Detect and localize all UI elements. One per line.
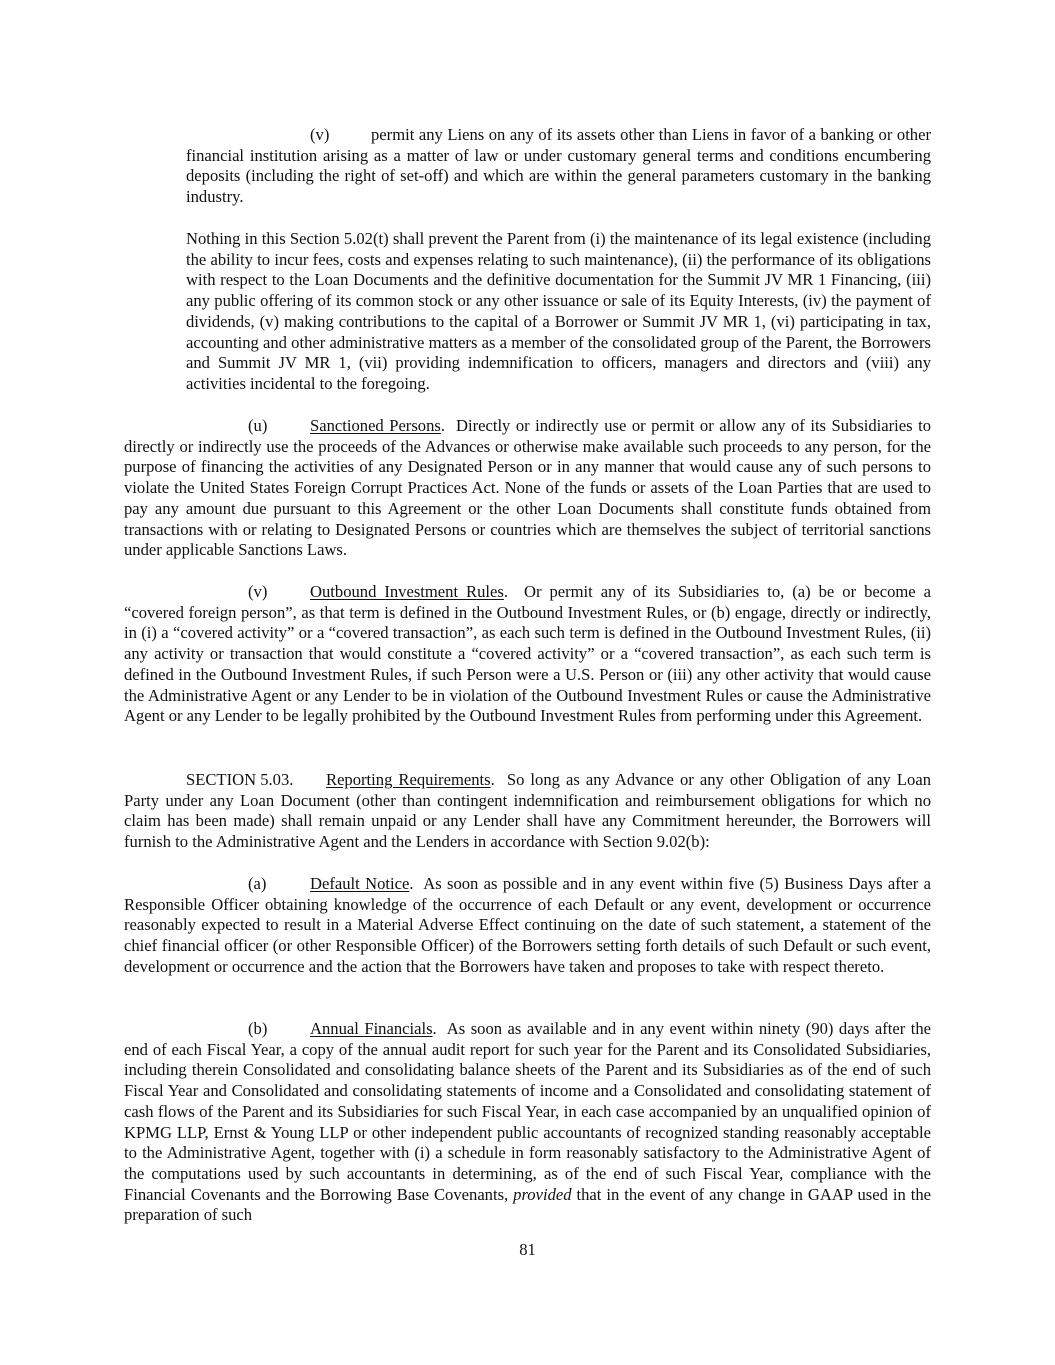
clause-heading: Annual Financials (310, 1019, 433, 1038)
clause-number: (v) (310, 125, 330, 144)
nothing-paragraph: Nothing in this Section 5.02(t) shall prevent the Parent from (i) the maintenance of its legal existence (including the ability to incur fees, costs and expenses relating to such maintenance), (ii) the performance of its obligations with respect to the Loan Documents and the definitive documentation for the Summit JV MR 1 Financing, (iii) any public offering of its common stock or any other issuance or sale of its Equity Interests, (iv) the payment of dividends, (v) making contributions to the capital of a Borrower or Summit JV MR 1, (vi) participating in tax, accounting and other administrative matters as a member of the consolidated group of the Parent, the Borrowers and Summit JV MR 1, (vii) providing indemnification to officers, managers and directors and (viii) any activities incidental to the foregoing. (186, 229, 931, 393)
clause-a-default-notice: (a) Default Notice. As soon as possible and in any event within five (5) Business Days after a Responsible Officer obtaining knowledge of the occurrence of each Default or any event, development or occurrence reasonably expected to result in a Material Adverse Effect continuing on the date of such statement, a statement of the chief financial officer (or other Responsible Officer) of the Borrowers setting forth details of such Default or such event, development or occurrence and the action that the Borrowers have taken and proposes to take with respect thereto. (124, 874, 931, 976)
clause-text: Or permit any of its Subsidiaries to, (a) be or become a “covered foreign person”, as that term is defined in the Outbound Investment Rules, or (b) engage, directly or indirectly, in (i) a “covered activity” or a “covered transaction”, as each such term is defined in the Outbound Investment Rules, (ii) any activity or transaction that would constitute a “covered activity” or a “covered transaction”, as each such term is defined in the Outbound Investment Rules, if such Person were a U.S. Person or (iii) any other activity that would cause the Administrative Agent or any Lender to be in violation of the Outbound Investment Rules or cause the Administrative Agent or any Lender to be legally prohibited by the Outbound Investment Rules from performing under this Agreement. (124, 582, 932, 726)
clause-text: As soon as available and in any event within ninety (90) days after the end of each Fiscal Year, a copy of the annual audit report for such year for the Parent and its Consolidated Subsidiaries, including therein Consolidated and consolidating balance sheets of the Parent and its Subsidiaries as of the end of such Fiscal Year and Consolidated and consolidating statements of income and a Consolidated and consolidating statement of cash flows of the Parent and its Subsidiaries for such Fiscal Year, in each case accompanied by an unqualified opinion of KPMG LLP, Ernst & Young LLP or other independent public accountants of recognized standing reasonably acceptable to the Administrative Agent, together with (i) a schedule in form reasonably satisfactory to the Administrative Agent of the computations used by such accountants in determining, as of the end of such Fiscal Year, compliance with the Financial Covenants and the Borrowing Base Covenants, (124, 1019, 931, 1204)
clause-number: (a) (248, 874, 267, 893)
section-text: So long as any Advance or any other Obligation of any Loan Party under any Loan Document (other than contingent indemnification and reimbursement obligations for which no claim has been made) shall remain unpaid or any Lender shall have any Commitment hereunder, the Borrowers will furnish to the Administrative Agent and the Lenders in accordance with Section 9.02(b): (124, 770, 931, 852)
clause-number: (b) (248, 1019, 268, 1038)
clause-text: As soon as possible and in any event within five (5) Business Days after a Responsible Officer obtaining knowledge of the occurrence of each Default or any event, development or occurrence reasonably expected to result in a Material Adverse Effect continuing on the date of such statement, a statement of the chief financial officer (or other Responsible Officer) of the Borrowers setting forth details of such Default or such event, development or occurrence and the action that the Borrowers have taken and proposes to take with respect thereto. (124, 874, 931, 976)
page-number: 81 (519, 1240, 536, 1259)
section-number: SECTION 5.03. (186, 770, 294, 789)
clause-v-liens (186, 125, 931, 208)
clause-heading: Outbound Investment Rules (310, 582, 504, 601)
clause-number: (u) (248, 416, 268, 435)
section-heading: Reporting Requirements (326, 770, 491, 789)
clause-u-sanctioned-persons: (u) Sanctioned Persons. Directly or indirectly use or permit or allow any of its Subsidiaries to directly or indirectly use the proceeds of the Advances or otherwise make available such proceeds to any person, for the purpose of financing the activities of any Designated Person or in any manner that would cause any of such persons to violate the United States Foreign Corrupt Practices Act. None of the funds or assets of the Loan Parties that are used to pay any amount due pursuant to this Agreement or the other Loan Documents shall constitute funds obtained from transactions with or relating to Designated Persons or countries which are themselves the subject of territorial sanctions under applicable Sanctions Laws. (124, 416, 932, 560)
clause-text-after: that in the event of any change in GAAP used in the preparation of such (124, 1184, 931, 1225)
clause-italic-word: provided (513, 1184, 572, 1204)
clause-text: permit any Liens on any of its assets other than Liens in favor of a banking or other financial institution arising as a matter of law or under customary general terms and conditions encumbering deposits (including the right of set-off) and which are within the general parameters customary in the banking industry. (186, 125, 931, 207)
clause-v-outbound-investment: (v) Outbound Investment Rules. Or permit any of its Subsidiaries to, (a) be or become a “covered foreign person”, as that term is defined in the Outbound Investment Rules, or (b) engage, directly or indirectly, in (i) a “covered activity” or a “covered transaction”, as each such term is defined in the Outbound Investment Rules, (ii) any activity or transaction that would constitute a “covered activity” or a “covered transaction”, as each such term is defined in the Outbound Investment Rules, if such Person were a U.S. Person or (iii) any other activity that would cause the Administrative Agent or any Lender to be in violation of the Outbound Investment Rules or cause the Administrative Agent or any Lender to be legally prohibited by the Outbound Investment Rules from performing under this Agreement. (124, 582, 932, 726)
section-5-03-reporting: SECTION 5.03. Reporting Requirements. So long as any Advance or any other Obligation of any Loan Party under any Loan Document (other than contingent indemnification and reimbursement obligations for which no claim has been made) shall remain unpaid or any Lender shall have any Commitment hereunder, the Borrowers will furnish to the Administrative Agent and the Lenders in accordance with Section 9.02(b): (124, 770, 931, 852)
clause-number: (v) (248, 582, 268, 601)
clause-b-annual-financials: (b) Annual Financials. As soon as available and in any event within ninety (90) days after the end of each Fiscal Year, a copy of the annual audit report for such year for the Parent and its Consolidated Subsidiaries, including therein Consolidated and consolidating balance sheets of the Parent and its Subsidiaries as of the end of such Fiscal Year and Consolidated and consolidating statements of income and a Consolidated and consolidating statement of cash flows of the Parent and its Subsidiaries for such Fiscal Year, in each case accompanied by an unqualified opinion of KPMG LLP, Ernst & Young LLP or other independent public accountants of recognized standing reasonably acceptable to the Administrative Agent, together with (i) a schedule in form reasonably satisfactory to the Administrative Agent of the computations used by such accountants in determining, as of the end of such Fiscal Year, compliance with the Financial Covenants and the Borrowing Base Covenants, provided that in the event of any change in GAAP used in the preparation of such (124, 1019, 931, 1225)
clause-text: Directly or indirectly use or permit or allow any of its Subsidiaries to directly or indirectly use the proceeds of the Advances or otherwise make available such proceeds to any person, for the purpose of financing the activities of any Designated Person or in any manner that would cause any of such persons to violate the United States Foreign Corrupt Practices Act. None of the funds or assets of the Loan Parties that are used to pay any amount due pursuant to this Agreement or the other Loan Documents shall constitute funds obtained from transactions with or relating to Designated Persons or countries which are themselves the subject of territorial sanctions under applicable Sanctions Laws. (124, 416, 932, 560)
clause-heading: Sanctioned Persons (310, 416, 441, 435)
clause-heading: Default Notice (310, 874, 410, 893)
